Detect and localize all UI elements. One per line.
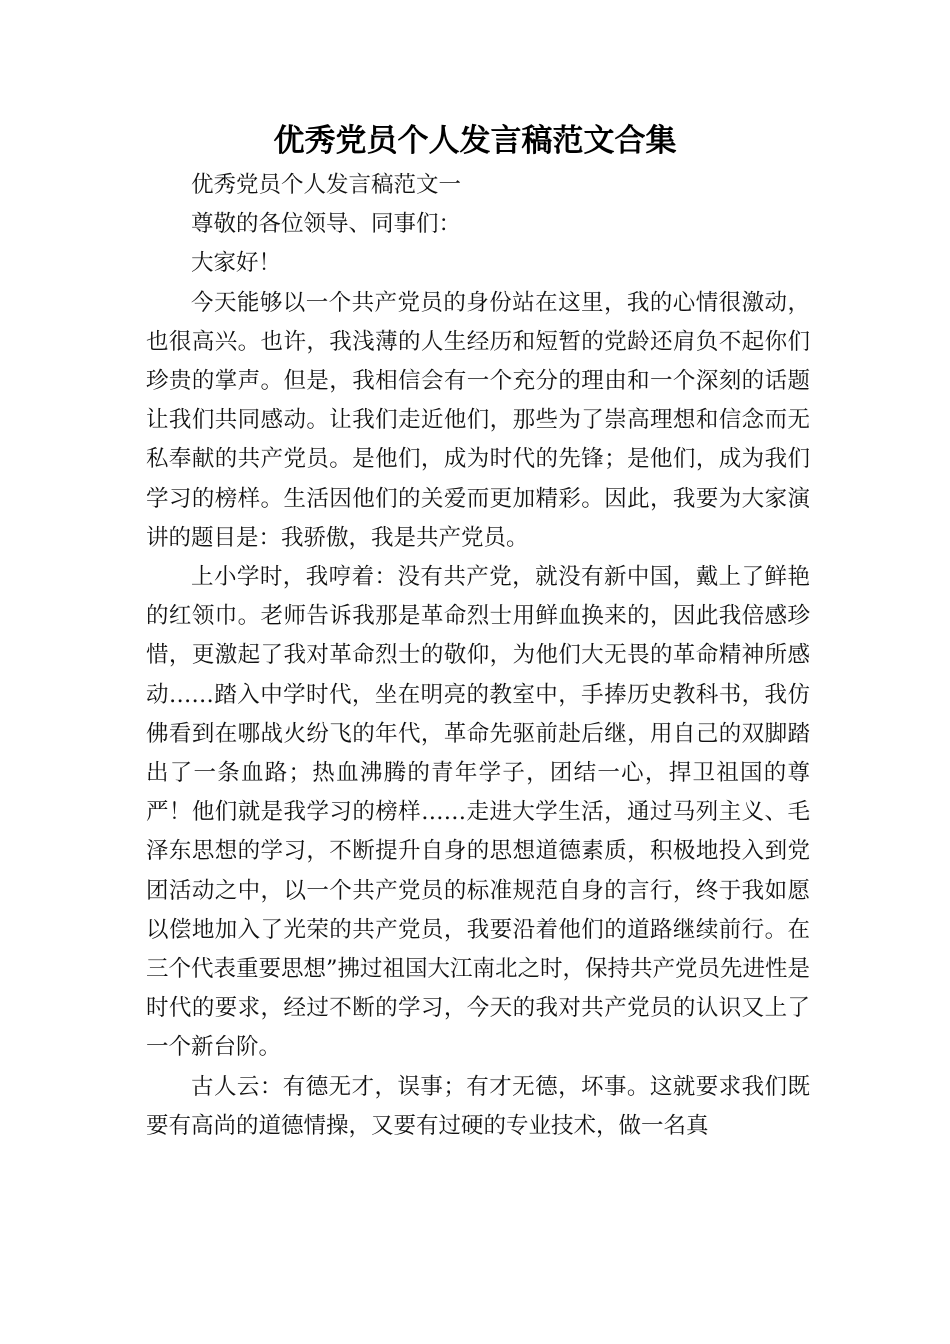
- paragraph-greeting: 大家好！: [191, 250, 282, 277]
- paragraph-intro: 今天能够以一个共产党员的身份站在这里，我的心情很激动，也很高兴。也许，我浅薄的人生经历和短暂的党龄还肩负不起你们珍贵的掌声。但是，我相信会有一个充分的理由和一个深刻的话题让我们共同感动。让我们走近他们，那些为了崇高理想和信念而无私奉献的共产党员。是他们，成为时代的先锋；是他们，成为我们学习的榜样。生活因他们的关爱而更加精彩。因此，我要为大家演讲的题目是：我骄傲，我是共产党员。: [146, 289, 810, 551]
- document-body: [146, 166, 810, 1146]
- paragraph-salutation: 尊敬的各位领导、同事们：: [191, 211, 462, 238]
- paragraph-school: 上小学时，我哼着：没有共产党，就没有新中国，戴上了鲜艳的红领巾。老师告诉我那是革命烈士用鲜血换来的，因此我倍感珍惜，更激起了我对革命烈士的敬仰，为他们大无畏的革命精神所感动……踏入中学时代，坐在明亮的教室中，手捧历史教科书，我仿佛看到在哪战火纷飞的年代，革命先驱前赴后继，用自己的双脚踏出了一条血路；热血沸腾的青年学子，团结一心，捍卫祖国的尊严！他们就是我学习的榜样……走进大学生活，通过马列主义、毛泽东思想的学习，不断提升自身的思想道德素质，积极地投入到党团活动之中，以一个共产党员的标准规范自身的言行，终于我如愿以偿地加入了光荣的共产党员，我要沿着他们的道路继续前行。在三个代表重要思想”拂过祖国大江南北之时，保持共产党员先进性是时代的要求，经过不断的学习，今天的我对共产党员的认识又上了一个新台阶。: [146, 564, 811, 1061]
- paragraph-heading: 优秀党员个人发言稿范文一: [191, 172, 462, 198]
- document-title: 优秀党员个人发言稿范文合集: [273, 123, 677, 159]
- paragraph-ancient-saying: 古人云：有德无才，误事；有才无德，坏事。这就要求我们既要有高尚的道德情操，又要有过硬的专业技术，做一名真: [146, 1073, 810, 1139]
